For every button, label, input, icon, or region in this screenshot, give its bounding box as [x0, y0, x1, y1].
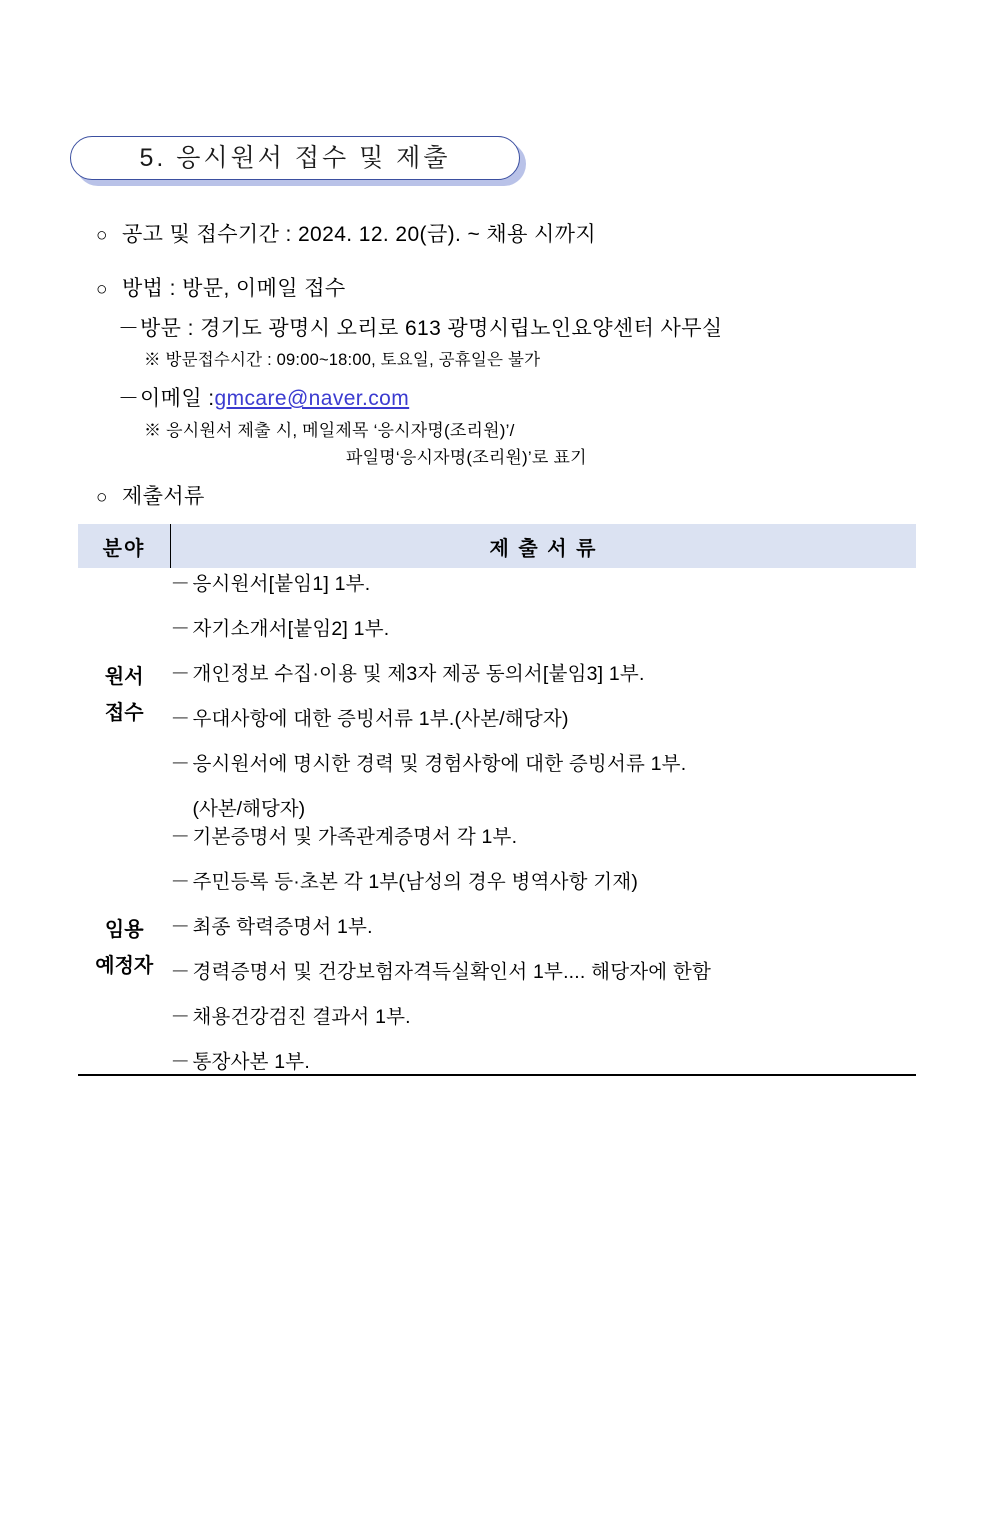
- list-item-label: 기본증명서 및 가족관계증명서 각 1부.: [192, 826, 518, 848]
- method-label: 방법 : 방문, 이메일 접수: [122, 277, 346, 300]
- list-item-label: 우대사항에 대한 증빙서류 1부.(사본/해당자): [192, 708, 569, 730]
- list-item-label: 개인정보 수집·이용 및 제3자 제공 동의서[붙임3] 1부.: [192, 663, 645, 685]
- list-item-label: 자기소개서[붙임2] 1부.: [192, 618, 390, 640]
- dash-bullet-icon: －: [170, 916, 191, 938]
- list-item: [171, 568, 917, 596]
- email-label: 이메일 :: [140, 387, 215, 410]
- table-row: [78, 568, 916, 821]
- visit-note: ※ 방문접수시간 : 09:00~18:00, 토요일, 공휴일은 불가: [144, 351, 541, 369]
- document-page: [0, 136, 992, 1539]
- circle-bullet-icon: ○: [96, 225, 108, 246]
- list-item: [171, 703, 917, 731]
- dash-bullet-icon: －: [170, 753, 191, 775]
- dash-bullet-icon: －: [118, 317, 140, 340]
- list-item: [171, 956, 917, 984]
- list-item: [171, 613, 917, 641]
- dash-bullet-icon: －: [170, 871, 191, 893]
- category-line-1: 임용: [104, 918, 144, 941]
- list-item: [171, 1046, 917, 1074]
- category-line-2: 접수: [104, 701, 144, 724]
- table-row: [78, 821, 916, 1075]
- dash-bullet-icon: －: [170, 826, 191, 848]
- list-item: [171, 658, 917, 686]
- period-label: 공고 및 접수기간 : 2024. 12. 20(금). ~ 채용 시까지: [122, 223, 597, 246]
- table-header-category: 분야: [78, 524, 171, 568]
- section-heading: [70, 136, 520, 184]
- email-line: [118, 382, 992, 412]
- list-item: [171, 911, 917, 939]
- list-item-continuation: (사본/해당자): [192, 798, 306, 820]
- method-line: [96, 272, 992, 302]
- email-note-1: ※ 응시원서 제출 시, 메일제목 ‘응시자명(조리원)’/: [144, 421, 515, 440]
- body-content: [0, 218, 992, 510]
- list-item-label: 최종 학력증명서 1부.: [192, 916, 373, 938]
- category-line-1: 원서: [104, 665, 144, 688]
- dash-bullet-icon: －: [170, 663, 191, 685]
- list-item: [171, 866, 917, 894]
- spacer: [96, 258, 992, 272]
- submit-docs-label: 제출서류: [122, 485, 205, 508]
- dash-bullet-icon: －: [170, 573, 191, 595]
- list-item-label: 주민등록 등·초본 각 1부(남성의 경우 병역사항 기재): [192, 871, 639, 893]
- dash-bullet-icon: －: [170, 708, 191, 730]
- circle-bullet-icon: ○: [96, 279, 108, 300]
- list-item: [171, 1001, 917, 1029]
- dash-bullet-icon: －: [170, 1006, 191, 1028]
- row-documents-appointee: [171, 821, 917, 1075]
- table-header-documents: 제 출 서 류: [171, 524, 917, 568]
- documents-table: [78, 524, 916, 1076]
- email-note-2: 파일명‘응시자명(조리원)’로 표기: [346, 448, 587, 467]
- visit-label: 방문 : 경기도 광명시 오리로 613 광명시립노인요양센터 사무실: [140, 317, 723, 340]
- dash-bullet-icon: －: [118, 387, 140, 410]
- list-item: [171, 748, 917, 776]
- dash-bullet-icon: －: [170, 1051, 191, 1073]
- list-item-label: 채용건강검진 결과서 1부.: [192, 1006, 411, 1028]
- row-category-appointee: [78, 821, 171, 1075]
- circle-bullet-icon: ○: [96, 487, 108, 508]
- email-link[interactable]: gmcare@naver.com: [214, 387, 410, 410]
- row-documents-application: [171, 568, 917, 821]
- visit-line: [118, 312, 992, 342]
- dash-bullet-icon: －: [170, 618, 191, 640]
- list-item-label: 경력증명서 및 건강보험자격득실확인서 1부.... 해당자에 한함: [192, 961, 711, 983]
- period-line: [96, 218, 992, 248]
- list-item: [171, 821, 917, 849]
- heading-text: 5. 응시원서 접수 및 제출: [139, 144, 451, 172]
- row-category-application: [78, 568, 171, 821]
- list-item-label: 통장사본 1부.: [192, 1051, 310, 1073]
- category-line-2: 예정자: [95, 954, 154, 977]
- dash-bullet-icon: －: [170, 961, 191, 983]
- table-header-row: [78, 524, 916, 568]
- list-item-label: 응시원서[붙임1] 1부.: [192, 573, 371, 595]
- submit-docs-line: [96, 480, 992, 510]
- list-item-label: 응시원서에 명시한 경력 및 경험사항에 대한 증빙서류 1부.: [192, 753, 687, 775]
